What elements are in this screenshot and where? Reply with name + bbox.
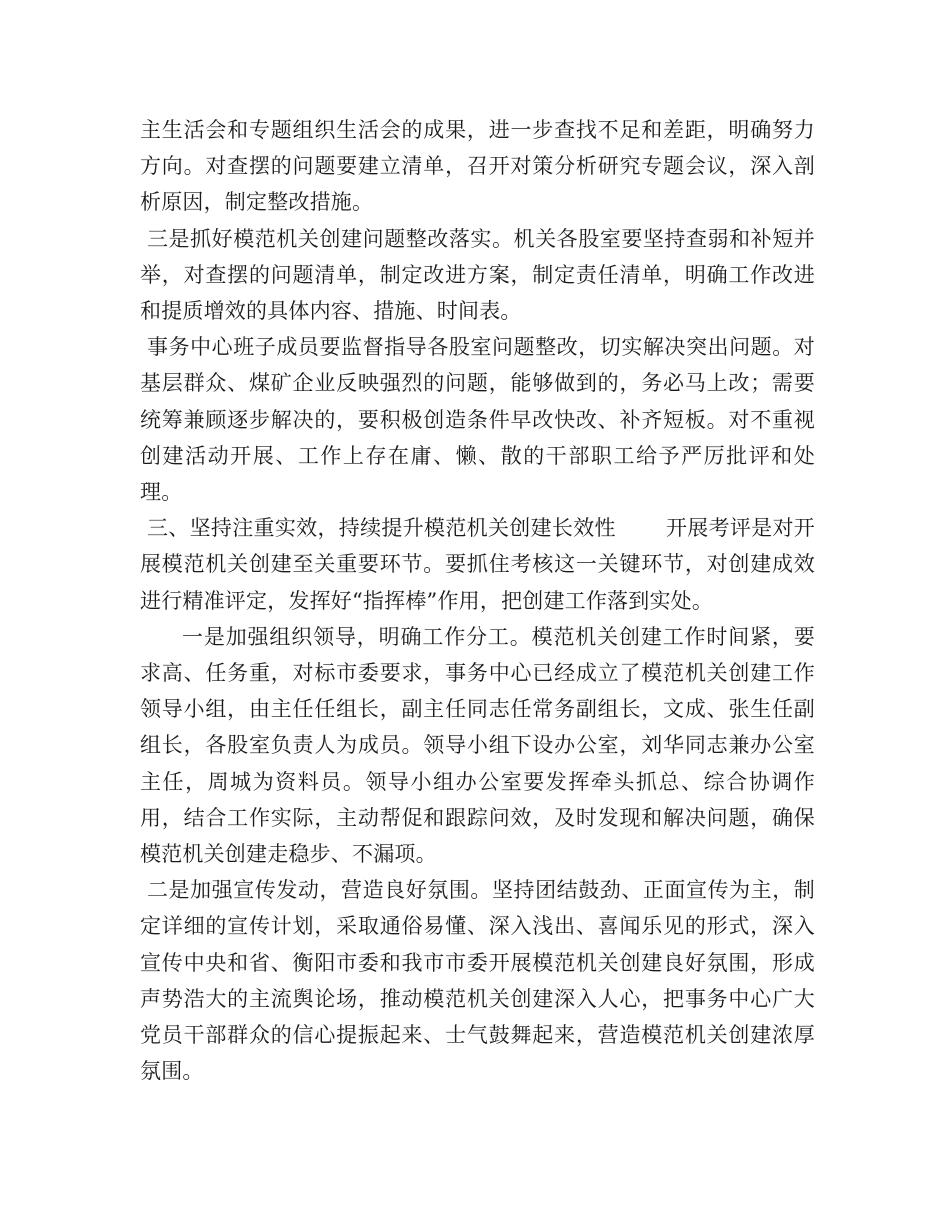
paragraph-continuation: 主生活会和专题组织生活会的成果，进一步查找不足和差距，明确努力方向。对查摆的问题要建立清单，召开对策分析研究专题会议，深入剖析原因，制定整改措施。 (140, 118, 815, 215)
document-body (140, 112, 815, 1089)
paragraph-supervision: 事务中心班子成员要监督指导各股室问题整改，切实解决突出问题。对基层群众、煤矿企业反映强烈的问题，能够做到的，务必马上改；需要统筹兼顾逐步解决的，要积极创造条件早改快改、补齐短板。对不重视创建活动开展、工作上存在庸、懒、散的干部职工给予严厉批评和处理。 (140, 335, 815, 505)
paragraph-section-three (140, 510, 815, 619)
paragraph-organization: 一是加强组织领导，明确工作分工。模范机关创建工作时间紧，要求高、任务重，对标市委要求，事务中心已经成立了模范机关创建工作领导小组，由主任任组长，副主任同志任常务副组长，文成、张生任副组长，各股室负责人为成员。领导小组下设办公室，刘华同志兼办公室主任，周城为资料员。领导小组办公室要发挥牵头抓总、综合协调作用，结合工作实际，主动帮促和跟踪问效，及时发现和解决问题，确保模范机关创建走稳步、不漏项。 (140, 624, 815, 867)
section-body: 开展考评是对开展模范机关创建至关重要环节。要抓住考核这一关键环节，对创建成效进行精准评定，发挥好“指挥棒”作用，把创建工作落到实处。 (140, 516, 815, 613)
section-heading: 三、坚持注重实效，持续提升模范机关创建长效性 (147, 516, 616, 541)
paragraph-rectification: 三是抓好模范机关创建问题整改落实。机关各股室要坚持查弱和补短并举，对查摆的问题清单，制定改进方案，制定责任清单，明确工作改进和提质增效的具体内容、措施、时间表。 (140, 226, 815, 324)
paragraph-publicity: 二是加强宣传发动，营造良好氛围。坚持团结鼓劲、正面宣传为主，制定详细的宣传计划，采取通俗易懂、深入浅出、喜闻乐见的形式，深入宣传中央和省、衡阳市委和我市市委开展模范机关创建良好氛围，形成声势浩大的主流舆论场，推动模范机关创建深入人心，把事务中心广大党员干部群众的信心提振起来、士气鼓舞起来，营造模范机关创建浓厚氛围。 (140, 878, 815, 1084)
